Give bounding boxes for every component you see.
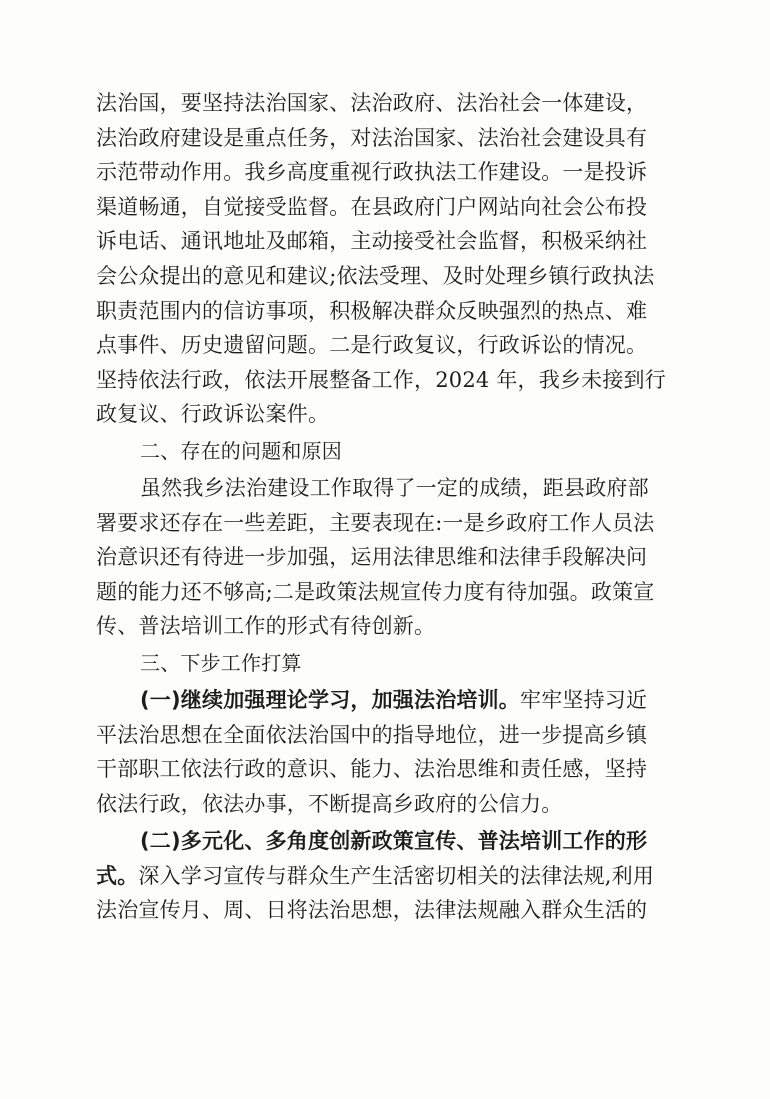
paragraph-line: 平法治思想在全面依法治国中的指导地位，进一步提高乡镇 [96, 723, 648, 747]
item-1-text: 牢牢坚持习近 [520, 688, 648, 712]
paragraph-line: 题的能力还不够高;二是政策法规宣传力度有待加强。政策宣 [96, 580, 655, 604]
paragraph-line: 法治宣传月、周、日将法治思想，法律法规融入群众生活的 [96, 898, 648, 922]
item-2-title-end: 式。 [96, 864, 139, 888]
paragraph-line: 法治国，要坚持法治国家、法治政府、法治社会一体建设， [96, 91, 648, 115]
paragraph-line: 依法行政，依法办事，不断提高乡政府的公信力。 [96, 792, 563, 816]
item-2-second-line [96, 859, 654, 893]
paragraph-line: 职责范围内的信访事项，积极解决群众反映强烈的热点、难 [96, 299, 648, 323]
item-1-first-line [140, 683, 647, 717]
paragraph-line: 传、普法培训工作的形式有待创新。 [96, 614, 436, 638]
paragraph-line: 政复议、行政诉讼案件。 [96, 402, 330, 426]
paragraph-line: 干部职工依法行政的意识、能力、法治思维和责任感，坚持 [96, 757, 648, 781]
paragraph-line: 渠道畅通，自觉接受监督。在县政府门户网站向社会公布投 [96, 195, 648, 219]
paragraph-line: 示范带动作用。我乡高度重视行政执法工作建设。一是投诉 [96, 160, 648, 184]
paragraph-line: 会公众提出的意见和建议;依法受理、及时处理乡镇行政执法 [96, 264, 655, 288]
paragraph-line: 署要求还存在一些差距，主要表现在:一是乡政府工作人员法 [96, 511, 655, 535]
item-2-text: 深入学习宣传与群众生产生活密切相关的法律法规,利用 [138, 864, 655, 888]
paragraph-line: 治意识还有待进一步加强，运用法律思维和法律手段解决问 [96, 545, 648, 569]
section-heading-next-steps: 三、下步工作打算 [140, 651, 302, 675]
paragraph-line: 坚持依法行政，依法开展整备工作，2024 年，我乡未接到行 [96, 368, 666, 392]
paragraph-line: 诉电话、通讯地址及邮箱，主动接受社会监督，积极采纳社 [96, 229, 648, 253]
paragraph-line: 法治政府建设是重点任务，对法治国家、法治社会建设具有 [96, 126, 648, 150]
paragraph-line: 虽然我乡法治建设工作取得了一定的成绩，距县政府部 [140, 476, 649, 500]
item-1-title: (一)继续加强理论学习，加强法治培训。 [140, 688, 520, 712]
paragraph-line: 点事件、历史遗留问题。二是行政复议，行政诉讼的情况。 [96, 333, 648, 357]
section-heading-problems: 二、存在的问题和原因 [140, 439, 342, 463]
item-2-title: (二)多元化、多角度创新政策宣传、普法培训工作的形 [140, 829, 648, 853]
